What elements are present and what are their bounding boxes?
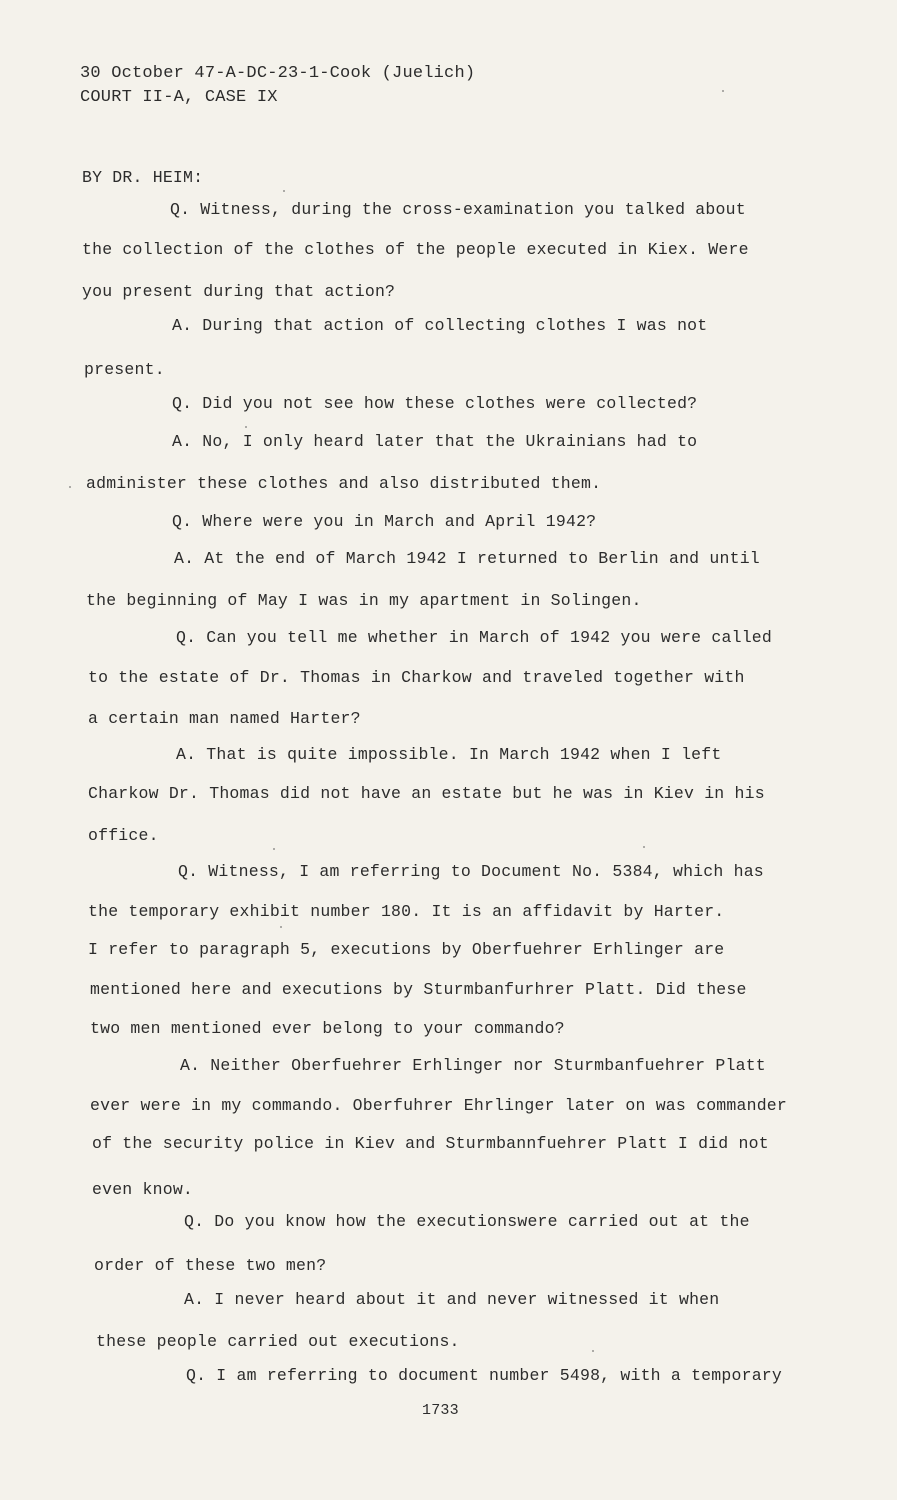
transcript-line: present. <box>84 360 165 379</box>
transcript-line: of the security police in Kiev and Sturmbannfuehrer Platt I did not <box>92 1134 769 1153</box>
paper-speck <box>69 486 71 488</box>
transcript-line: ever were in my commando. Oberfuhrer Ehrlinger later on was commander <box>90 1096 788 1115</box>
header-line-1: 30 October 47-A-DC-23-1-Cook (Juelich) <box>80 64 476 83</box>
transcript-line: the collection of the clothes of the people executed in Kiex. Were <box>82 240 749 259</box>
transcript-line: office. <box>88 826 159 845</box>
transcript-line: A. During that action of collecting clothes I was not <box>172 316 708 335</box>
paper-speck <box>722 90 724 92</box>
transcript-line: order of these two men? <box>94 1256 327 1275</box>
paper-speck <box>245 426 247 428</box>
paper-speck <box>283 190 285 192</box>
transcript-line: I refer to paragraph 5, executions by Oberfuehrer Erhlinger are <box>88 940 725 959</box>
transcript-line: Q. Witness, during the cross-examination you talked about <box>170 200 746 219</box>
transcript-line: Q. Where were you in March and April 1942? <box>172 512 597 531</box>
transcript-line: mentioned here and executions by Sturmbanfurhrer Platt. Did these <box>90 980 747 999</box>
header-line-2: COURT II-A, CASE IX <box>80 88 278 107</box>
examiner-heading: BY DR. HEIM: <box>82 168 204 187</box>
transcript-line: Q. Do you know how the executionswere carried out at the <box>184 1212 750 1231</box>
transcript-line: A. Neither Oberfuehrer Erhlinger nor Sturmbanfuehrer Platt <box>180 1056 766 1075</box>
transcript-line: Q. Witness, I am referring to Document No. 5384, which has <box>178 862 764 881</box>
transcript-line: you present during that action? <box>82 282 396 301</box>
transcript-line: to the estate of Dr. Thomas in Charkow and traveled together with <box>88 668 745 687</box>
transcript-line: the beginning of May I was in my apartment in Solingen. <box>86 591 642 610</box>
transcript-line: the temporary exhibit number 180. It is an affidavit by Harter. <box>88 902 725 921</box>
paper-speck <box>592 1350 594 1352</box>
transcript-line: these people carried out executions. <box>96 1332 460 1351</box>
transcript-line: A. At the end of March 1942 I returned to Berlin and until <box>174 549 760 568</box>
paper-speck <box>273 848 275 850</box>
paper-speck <box>280 926 282 928</box>
transcript-line: two men mentioned ever belong to your commando? <box>90 1019 565 1038</box>
transcript-line: A. I never heard about it and never witnessed it when <box>184 1290 720 1309</box>
transcript-line: a certain man named Harter? <box>88 709 361 728</box>
transcript-line: Q. I am referring to document number 5498, with a temporary <box>186 1366 782 1385</box>
paper-speck <box>643 846 645 848</box>
transcript-line: even know. <box>92 1180 194 1199</box>
transcript-line: A. That is quite impossible. In March 1942 when I left <box>176 745 722 764</box>
page-number: 1733 <box>422 1402 459 1419</box>
transcript-line: Charkow Dr. Thomas did not have an estate but he was in Kiev in his <box>88 784 765 803</box>
transcript-line: A. No, I only heard later that the Ukrainians had to <box>172 432 698 451</box>
transcript-line: Q. Can you tell me whether in March of 1942 you were called <box>176 628 772 647</box>
transcript-line: Q. Did you not see how these clothes were collected? <box>172 394 698 413</box>
transcript-line: administer these clothes and also distributed them. <box>86 474 602 493</box>
